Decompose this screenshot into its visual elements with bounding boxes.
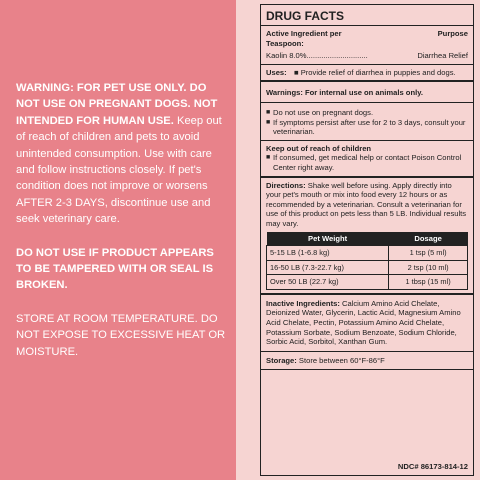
warnings-title-section — [261, 82, 473, 103]
storage-label: Storage: — [266, 355, 297, 365]
tamper-warning-text: DO NOT USE IF PRODUCT APPEARS TO BE TAMPERED WITH OR SEAL IS BROKEN. — [16, 246, 214, 292]
drug-facts-label — [260, 4, 474, 476]
uses-text: Provide relief of diarrhea in puppies and dogs. — [300, 67, 456, 77]
directions-section — [261, 178, 473, 295]
inactive-ingredients-section — [261, 295, 473, 352]
keep-out-section — [261, 141, 473, 178]
table-row — [267, 246, 468, 261]
warning-panel — [0, 0, 236, 480]
active-ingredient-label: Active Ingredient per Teaspoon: — [266, 29, 342, 48]
table-cell-weight: 5-15 LB (1-6.8 kg) — [267, 246, 389, 261]
drug-facts-panel — [236, 0, 480, 480]
storage-warning: STORE AT ROOM TEMPERATURE. DO NOT EXPOSE TO EXCESSIVE HEAT OR MOISTURE. — [16, 312, 226, 358]
active-ingredient-section — [261, 26, 473, 65]
bullet-icon: ■ — [294, 67, 301, 77]
warning-body-text: Keep out of reach of children and pets to avoid unintended consumption. Use with care and follow instructions closely. If pet's condition does not improve or worsens AFTER 2-3 DAYS, discontinue use and seek veterinary care. — [16, 114, 222, 226]
directions-text: Shake well before using. Apply directly into your pet's mouth or mix into food every 12 hours or as recommended by a veterinarian. Consult a veterinarian for use of this product on pets less than 5 LB. Individual results may vary. — [266, 180, 467, 228]
tamper-warning — [16, 245, 226, 294]
warnings-title: Warnings: For internal use on animals only. — [266, 88, 423, 98]
active-ingredient-purpose: Diarrhea Relief — [417, 51, 468, 61]
storage-section — [261, 352, 473, 371]
uses-section — [261, 65, 473, 83]
warning-paragraph — [16, 80, 226, 228]
table-cell-dosage: 1 tbsp (15 ml) — [389, 275, 468, 290]
inactive-ingredients-text: Calcium Amino Acid Chelate, Deionized Water, Glycerin, Lactic Acid, Magnesium Amino Acid Chelate, Pectin, Potassium Amino Acid Chelate, Potassium Sorbate, Sodium Benzoate, Sodium Chloride, Sorbic Acid, Sorbitol, Xanthan Gum. — [266, 298, 461, 347]
warnings-list — [261, 103, 473, 141]
ndc-number: NDC# 86173-814-12 — [397, 462, 468, 472]
keep-out-title: Keep out of reach of children — [266, 143, 372, 153]
inactive-ingredients-label: Inactive Ingredients: — [266, 298, 340, 308]
table-row — [267, 275, 468, 290]
uses-label: Uses: — [266, 67, 287, 77]
table-cell-dosage: 2 tsp (10 ml) — [389, 260, 468, 275]
table-header-dosage: Dosage — [389, 232, 468, 246]
dosage-table — [266, 232, 468, 290]
bullet-icon: ■ — [266, 154, 271, 162]
keep-out-text: If consumed, get medical help or contact Poison Control Center right away. — [273, 153, 462, 172]
purpose-label: Purpose — [437, 29, 468, 38]
warning-item: If symptoms persist after use for 2 to 3 days, consult your veterinarian. — [273, 117, 466, 137]
table-cell-dosage: 1 tsp (5 ml) — [389, 246, 468, 261]
warning-item: Do not use on pregnant dogs. — [273, 107, 374, 117]
table-row — [267, 260, 468, 275]
directions-label: Directions: — [266, 180, 306, 190]
bullet-icon: ■ — [266, 108, 271, 116]
storage-text: Store between 60°F-86°F — [296, 355, 385, 365]
active-ingredient-item: Kaolin 8.0%............................. — [266, 51, 368, 61]
table-header-weight: Pet Weight — [267, 232, 389, 246]
table-cell-weight: Over 50 LB (22.7 kg) — [267, 275, 389, 290]
table-cell-weight: 16-50 LB (7.3-22.7 kg) — [267, 260, 389, 275]
warning-bold-text: WARNING: FOR PET USE ONLY. DO NOT USE ON PREGNANT DOGS. NOT INTENDED FOR HUMAN USE. — [16, 82, 218, 127]
drug-facts-title: DRUG FACTS — [261, 5, 473, 26]
bullet-icon: ■ — [266, 118, 271, 126]
